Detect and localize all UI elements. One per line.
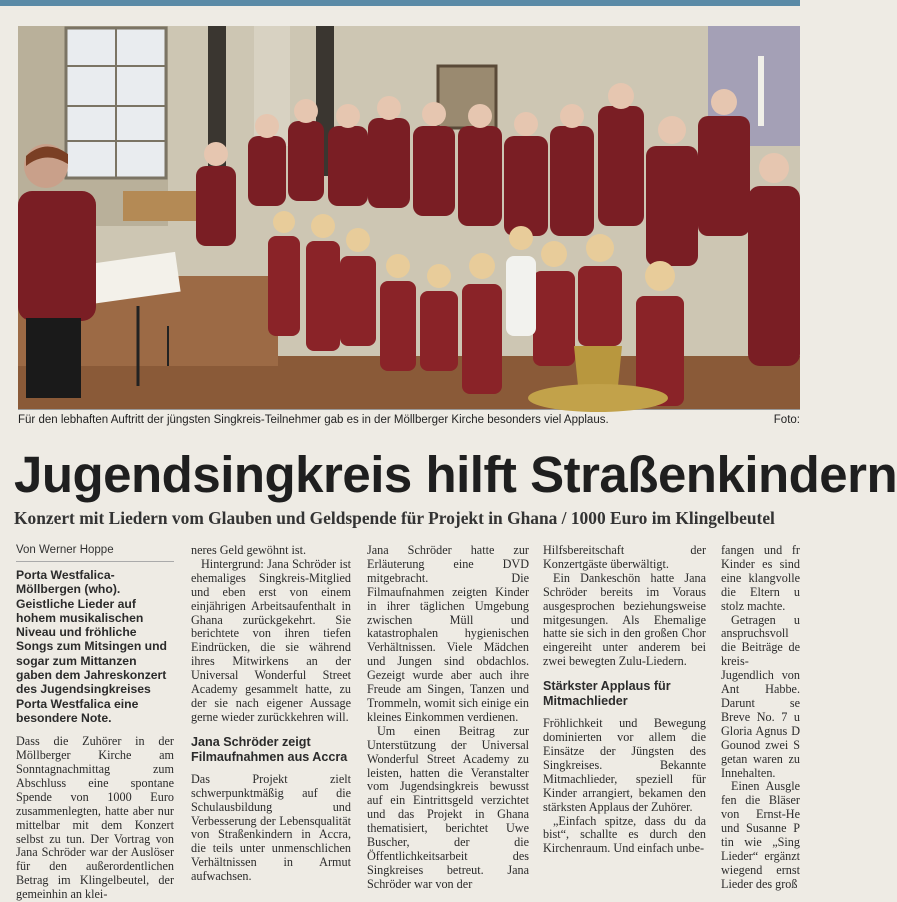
section-subheading: Jana Schröder zeigt Filmaufnahmen aus Accra [191,734,348,764]
body-paragraph: Hintergrund: Jana Schröder ist ehemaliges Singkreis-Mitglied und eben erst von einem einjährigen Arbeitsaufenthalt in Ghana zurückgekehrt. Sie berichtete von ihren tiefen Eindrücken, die sie während ihres Mitwirkens an der Universal Wonderful Street Academy gesammelt hatte, zu der sie nach eigener Aussage gerne wieder zurückkehren will. [191,556,351,724]
body-paragraph: Hilfsbereitschaft der Konzertgäste überwältigt. [543,543,706,571]
body-paragraph: Einen Ausgle fen die Bläser von Ernst-He und Susanne P tin wie „Sing Lieder“ ergänzt wiegend ernst Lieder des groß [721,779,800,891]
article-subhead: Konzert mit Liedern vom Glauben und Geldspende für Projekt in Ghana / 1000 Euro im Klingelbeutel [14,508,775,528]
article-column-5 [721,543,800,891]
top-accent-line [0,0,800,6]
body-paragraph: „Einfach spitze, dass du da bist“, schallte es durch den Kirchenraum. Und einfach unbe- [543,813,706,856]
body-paragraph: Getragen u anspruchsvoll die Beiträge de kreis-Jugendlich von Ant Habbe. Darunt se Breve No. 7 u Gloria Agnus D Gounod zwei S getan waren zu Innehalten. [721,612,800,780]
article-column-4 [543,544,706,877]
article-column-1 [16,544,174,902]
caption-text: Für den lebhaften Auftritt der jüngsten Singkreis-Teilnehmer gab es in der Möllberger Kirche besonders viel Applaus. [18,414,609,426]
section-subheading: Stärkster Applaus für Mitmachlieder [543,679,671,709]
article-column-3 [367,543,529,891]
body-paragraph: Um einen Beitrag zur Unterstützung der Universal Wonderful Street Academy zu leisten, hatten die Veranstalter vom Jugendsingkreis bewusst auf ein Eintrittsgeld verzichtet und das Projekt in Ghana thematisiert, berichtet Uwe Buscher, der die Öffentlichkeitsarbeit des Singkreises betreut. Jana Schröder war von der [367,723,529,891]
photo-credit: Foto: [773,414,800,426]
body-paragraph: Jana Schröder hatte zur Erläuterung eine DVD mitgebracht. Die Filmaufnahmen zeigten Kinder in ihrer täglichen Umgebung zwischen Müll und katastrophalen hygienischen Verhältnissen. Viele Mädchen und Jungen sind obdachlos. Gezeigt wurde aber auch ihre Freude am Singen, Tanzen und Trommeln, womit sich einige ein kleines Einkommen verdienen. [367,543,529,724]
byline: Von Werner Hoppe [16,544,174,562]
choir-photo [18,26,800,410]
body-paragraph: Das Projekt zielt schwerpunktmäßig auf die Schulausbildung und Verbesserung der Lebensqualität von Straßenkindern in Accra, die teils unter unmenschlichen Verhältnissen in Armut aufwachsen. [191,771,351,884]
lead-paragraph: Porta Westfalica-Möllbergen (who). Geistliche Lieder auf hohem musikalischen Niveau und fröhliche Songs zum Mitsingen und sogar zum Mittanzen gaben dem Jahreskonzert des Jugendsingkreises Porta Westfalica eine besondere Note. [16,567,167,725]
article-column-2 [191,543,351,884]
body-paragraph: Ein Dankeschön hatte Jana Schröder bereits im Voraus ausgesprochen beziehungsweise mitgesungen. Als Ehemalige hatte sie sich in den großen Chor eingereiht unter anderem bei zwei bewegten Zulu-Liedern. [543,570,706,669]
photo-caption [18,414,800,432]
body-paragraph: Dass die Zuhörer in der Möllberger Kirche am Sonntagnachmittag zum Abschluss eine spontane Spende von 1000 Euro zusammenlegten, hatte aber nur mittelbar mit dem Konzert selbst zu tun. Der Vortrag von Jana Schröder war der Auslöser für den außerordentlichen Betrag im Klingelbeutel, der gemeinhin an klei- [16,734,174,902]
body-paragraph: fangen und fr Kinder es sind eine klangvolle die Eltern u stolz machte. [721,543,800,613]
body-paragraph: neres Geld gewöhnt ist. [191,543,307,557]
article-headline: Jugendsingkreis hilft Straßenkindern [14,446,897,503]
body-paragraph: Fröhlichkeit und Bewegung dominierten vor allem die Einsätze der Jüngsten des Singkreises. Bekannte Mitmachlieder, speziell für Kinder arrangiert, bekamen den stärksten Applaus der Zuhörer. [543,716,706,814]
